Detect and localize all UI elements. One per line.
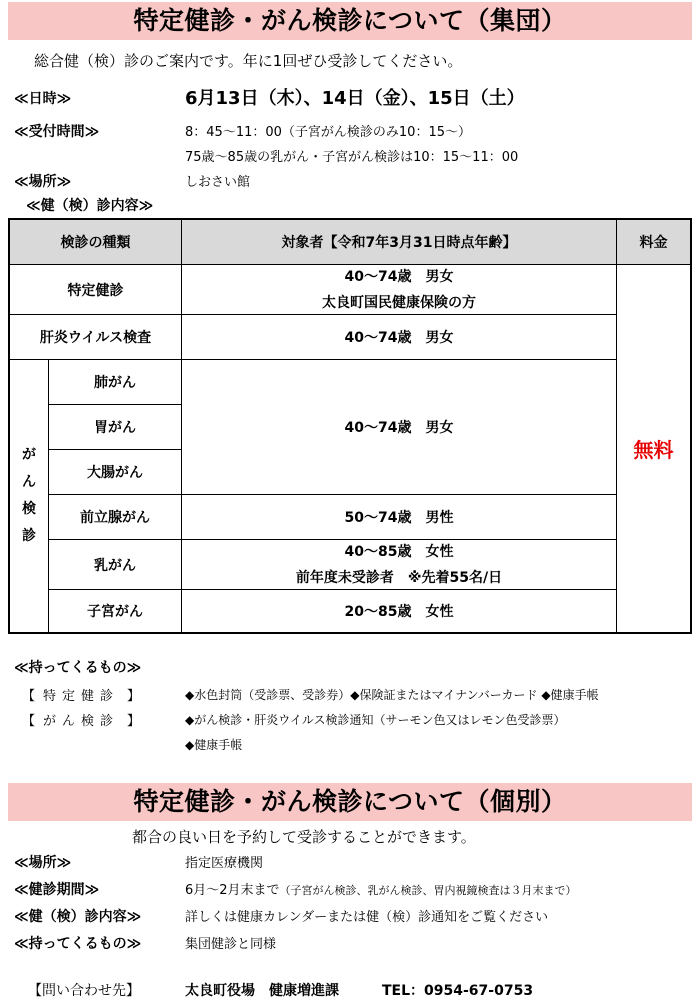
cell-kanen-target	[182, 315, 616, 359]
daicho-name: 大腸がん	[87, 465, 143, 481]
cell-gan-shared-target	[182, 360, 616, 494]
tokutei-target-1: 40〜74歳 男女	[344, 268, 454, 285]
shikyu-target: 20〜85歳 女性	[344, 604, 454, 620]
ind-bring-label: ≪持ってくるもの≫	[14, 936, 142, 952]
ind-content-label: ≪健（検）診内容≫	[14, 909, 142, 925]
bring-gan-tag-text: がん検診	[43, 714, 120, 729]
cell-hai	[49, 360, 181, 404]
nyu-target-2: 前年度未受診者 ※先着55名/日	[295, 569, 503, 586]
shikyu-name: 子宮がん	[87, 604, 143, 620]
cell-zenritsu-name	[49, 495, 181, 539]
kanen-name: 肝炎ウイルス検査	[39, 330, 152, 346]
header-fee	[617, 220, 690, 264]
cell-zenritsu-target	[182, 495, 616, 539]
reception-label: ≪受付時間≫	[14, 124, 100, 140]
exam-table	[8, 218, 692, 634]
i-name: 胃がん	[94, 420, 136, 436]
fee-value: 無料	[633, 438, 674, 462]
contact-tel: TEL：0954-67-0753	[382, 983, 534, 999]
individual-title: 特定健診・がん検診について（個別）	[133, 787, 567, 816]
nyu-name: 乳がん	[94, 557, 136, 574]
cell-daicho	[49, 450, 181, 494]
cell-shikyu-name	[49, 590, 181, 632]
cell-shikyu-target	[182, 590, 616, 632]
gan-group-char: が	[22, 447, 36, 463]
cell-nyu-name	[49, 540, 181, 589]
header-target	[182, 220, 616, 264]
cell-nyu-target	[182, 540, 616, 589]
individual-title-banner	[8, 783, 692, 821]
contact-label: 【問い合わせ先】	[28, 983, 140, 999]
ind-content-value: 詳しくは健康カレンダーまたは健（検）診通知をご覧ください	[185, 910, 549, 925]
bring-tokutei-tag-text: 特定健診	[43, 689, 120, 704]
reception-value-2: 75歳〜85歳の乳がん・子宮がん検診は10：15〜11：00	[185, 150, 519, 165]
group-intro: 総合健（検）診のご案内です。年に1回ぜひ受診してください。	[34, 52, 463, 70]
ind-period-value	[185, 879, 577, 898]
kanen-target: 40〜74歳 男女	[344, 330, 454, 346]
individual-intro: 都合の良い日を予約して受診することができます。	[132, 828, 476, 846]
contact-org: 太良町役場 健康増進課	[185, 983, 339, 999]
hai-name: 肺がん	[94, 375, 136, 391]
bring-gan-tag: 【 がん検診 】	[22, 710, 140, 729]
bring-tokutei-items: ◆水色封筒（受診票、受診券）◆保険証またはマイナンバーカード ◆健康手帳	[185, 688, 599, 702]
ind-period-note: （子宮がん検診、乳がん検診、胃内視鏡検査は３月末まで）	[279, 884, 577, 897]
place-label: ≪場所≫	[14, 174, 72, 190]
header-target-text: 対象者【令和7年3月31日時点年齢】	[281, 235, 517, 251]
ind-period-label: ≪健診期間≫	[14, 882, 100, 898]
header-type-text: 検診の種類	[60, 235, 131, 251]
gan-shared-target: 40〜74歳 男女	[344, 420, 454, 436]
cell-tokutei-name	[10, 265, 181, 314]
tokutei-target-2: 太良町国民健康保険の方	[322, 294, 476, 311]
place-value: しおさい館	[185, 175, 251, 190]
ind-place-label: ≪場所≫	[14, 855, 72, 871]
cell-fee	[617, 265, 690, 632]
ind-period-text: 6月〜2月末まで	[185, 883, 280, 898]
cell-kanen-name	[10, 315, 181, 359]
cell-gan-group	[10, 360, 48, 632]
group-title-banner	[8, 2, 692, 40]
bring-gan-items-2: ◆健康手帳	[185, 738, 243, 752]
cell-i	[49, 405, 181, 449]
gan-group-char: 検	[22, 501, 36, 517]
nyu-target-1: 40〜85歳 女性	[344, 543, 454, 560]
tokutei-name: 特定健診	[67, 282, 124, 299]
date-value: 6月13日（木）、14日（金）、15日（土）	[185, 88, 525, 109]
ind-place-value: 指定医療機関	[185, 856, 264, 871]
content-label: ≪健（検）診内容≫	[26, 198, 154, 214]
group-title: 特定健診・がん検診について（集団）	[133, 6, 567, 35]
gan-group-char: 診	[22, 528, 36, 544]
ind-bring-value: 集団健診と同様	[185, 937, 277, 952]
reception-value-1: 8：45〜11：00（子宮がん検診のみ10：15〜）	[185, 125, 471, 140]
zenritsu-target: 50〜74歳 男性	[344, 510, 454, 526]
header-fee-text: 料金	[639, 235, 668, 251]
bring-gan-items-1: ◆がん検診・肝炎ウイルス検診通知（サーモン色又はレモン色受診票）	[185, 713, 566, 727]
bring-title: ≪持ってくるもの≫	[14, 660, 142, 676]
cell-tokutei-target	[182, 265, 616, 314]
date-label: ≪日時≫	[14, 91, 72, 107]
zenritsu-name: 前立腺がん	[80, 510, 150, 526]
gan-group-char: ん	[22, 474, 36, 490]
bring-tokutei-tag: 【 特定健診 】	[22, 685, 140, 704]
header-type	[10, 220, 181, 264]
